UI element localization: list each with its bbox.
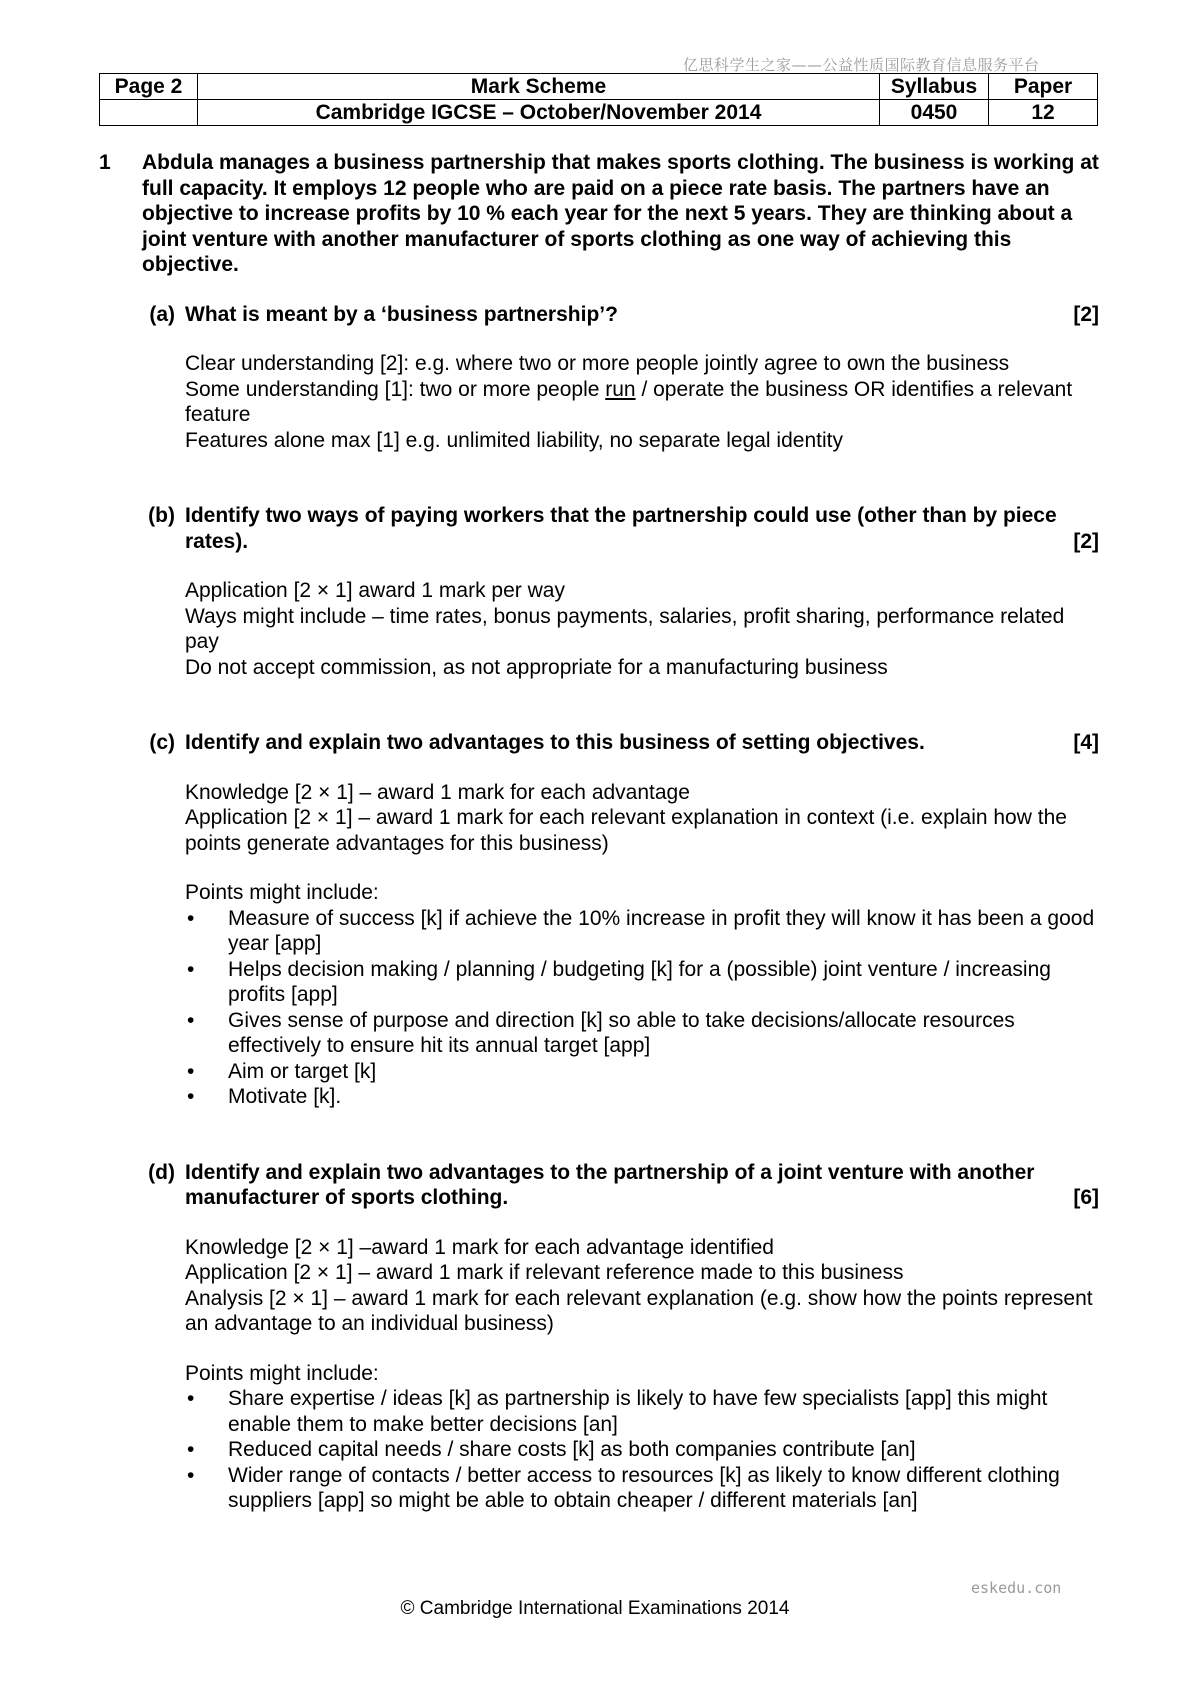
list-item: • Share expertise / ideas [k] as partnership is likely to have few specialists [app] this might enable them to make better decisions [an] xyxy=(185,1386,1099,1437)
part-c-answer xyxy=(185,780,1099,1110)
question-intro xyxy=(99,150,1099,278)
part-b-line-3: Do not accept commission, as not appropriate for a manufacturing business xyxy=(185,655,888,679)
part-b-question xyxy=(135,503,1099,554)
list-item: • Helps decision making / planning / budgeting [k] for a (possible) joint venture / increasing profits [app] xyxy=(185,957,1099,1008)
part-d-line-1: Knowledge [2 × 1] –award 1 mark for each advantage identified xyxy=(185,1235,774,1259)
part-c-line-1: Knowledge [2 × 1] – award 1 mark for each advantage xyxy=(185,780,690,804)
part-a-text: What is meant by a ‘business partnership’? xyxy=(185,302,618,326)
part-b-marks: [2] xyxy=(1073,529,1099,553)
part-c-text: Identify and explain two advantages to this business of setting objectives. xyxy=(185,731,925,754)
watermark-top: 亿思科学生之家——公益性质国际教育信息服务平台 xyxy=(683,56,1040,74)
part-b-text: Identify two ways of paying workers that the partnership could use (other than by piece rates). xyxy=(185,504,1057,553)
part-a-answer xyxy=(185,351,1099,453)
part-b-answer xyxy=(185,578,1099,680)
part-d-text: Identify and explain two advantages to the partnership of a joint venture with another manufacturer of sports clothing. xyxy=(185,1160,1035,1209)
part-c-line-2: Application [2 × 1] – award 1 mark for each relevant explanation in context (i.e. explain how the points generate advantages for this business) xyxy=(185,806,1067,855)
part-d-line-2: Application [2 × 1] – award 1 mark if relevant reference made to this business xyxy=(185,1261,904,1284)
list-item: • Reduced capital needs / share costs [k] as both companies contribute [an] xyxy=(185,1437,1099,1463)
part-d-points-intro: Points might include: xyxy=(185,1361,379,1385)
paper-number: 12 xyxy=(989,100,1098,126)
syllabus-code: 0450 xyxy=(880,100,989,126)
part-d-marks: [6] xyxy=(1073,1186,1099,1209)
part-d-points-list xyxy=(185,1386,1099,1514)
list-item: • Wider range of contacts / better access to resources [k] as likely to know different clothing suppliers [app] so might be able to obtain cheaper / different materials [an] xyxy=(185,1463,1099,1514)
syllabus-label: Syllabus xyxy=(880,74,989,100)
list-item: • Aim or target [k] xyxy=(185,1059,1099,1085)
paper-label: Paper xyxy=(989,74,1098,100)
part-a-line-1: Clear understanding [2]: e.g. where two or more people jointly agree to own the business xyxy=(185,352,1010,375)
part-d-line-3: Analysis [2 × 1] – award 1 mark for each relevant explanation (e.g. show how the points represent an advantage to an individual business) xyxy=(185,1286,1093,1335)
part-b-label: (b) xyxy=(148,504,175,527)
part-a-marks: [2] xyxy=(1073,302,1099,326)
part-d-label: (d) xyxy=(148,1160,175,1184)
list-item: • Motivate [k]. xyxy=(185,1084,1099,1110)
question-number: 1 xyxy=(99,151,111,174)
list-item: • Measure of success [k] if achieve the 10% increase in profit they will know it has been a good year [app] xyxy=(185,906,1099,957)
part-c-points-intro: Points might include: xyxy=(185,881,379,904)
header-empty-cell xyxy=(100,100,198,126)
part-b-line-2: Ways might include – time rates, bonus payments, salaries, profit sharing, performance related pay xyxy=(185,604,1065,653)
mark-scheme-content xyxy=(99,150,1099,1514)
part-d-answer xyxy=(185,1235,1099,1514)
part-b-line-1: Application [2 × 1] award 1 mark per way xyxy=(185,579,565,602)
part-a-question xyxy=(135,302,1099,328)
part-c-question xyxy=(135,730,1099,756)
part-a-line-2: Some understanding [1]: two or more people run / operate the business OR identifies a relevant feature xyxy=(185,377,1073,426)
part-d-question xyxy=(135,1160,1099,1211)
list-item: • Gives sense of purpose and direction [k] so able to take decisions/allocate resources effectively to ensure hit its annual target [app] xyxy=(185,1008,1099,1059)
exam-name: Cambridge IGCSE – October/November 2014 xyxy=(198,100,880,126)
document-title: Mark Scheme xyxy=(198,74,880,100)
part-c-points-list xyxy=(185,906,1099,1110)
copyright-footer: © Cambridge International Examinations 2014 xyxy=(400,1598,790,1619)
part-a-label: (a) xyxy=(149,302,175,326)
part-c-label: (c) xyxy=(149,731,175,754)
mark-scheme-header-table xyxy=(99,73,1098,126)
question-stem: Abdula manages a business partnership that makes sports clothing. The business is working at full capacity. It employs 12 people who are paid on a piece rate basis. The partners have an objective to increase profits by 10 % each year for the next 5 years. They are thinking about a joint venture with another manufacturer of sports clothing as one way of achieving this objective. xyxy=(142,151,1099,276)
part-a-line-3: Features alone max [1] e.g. unlimited liability, no separate legal identity xyxy=(185,428,843,452)
part-c-marks: [4] xyxy=(1073,731,1099,754)
page-number: Page 2 xyxy=(100,74,198,100)
watermark-bottom: eskedu.con xyxy=(971,1579,1062,1597)
